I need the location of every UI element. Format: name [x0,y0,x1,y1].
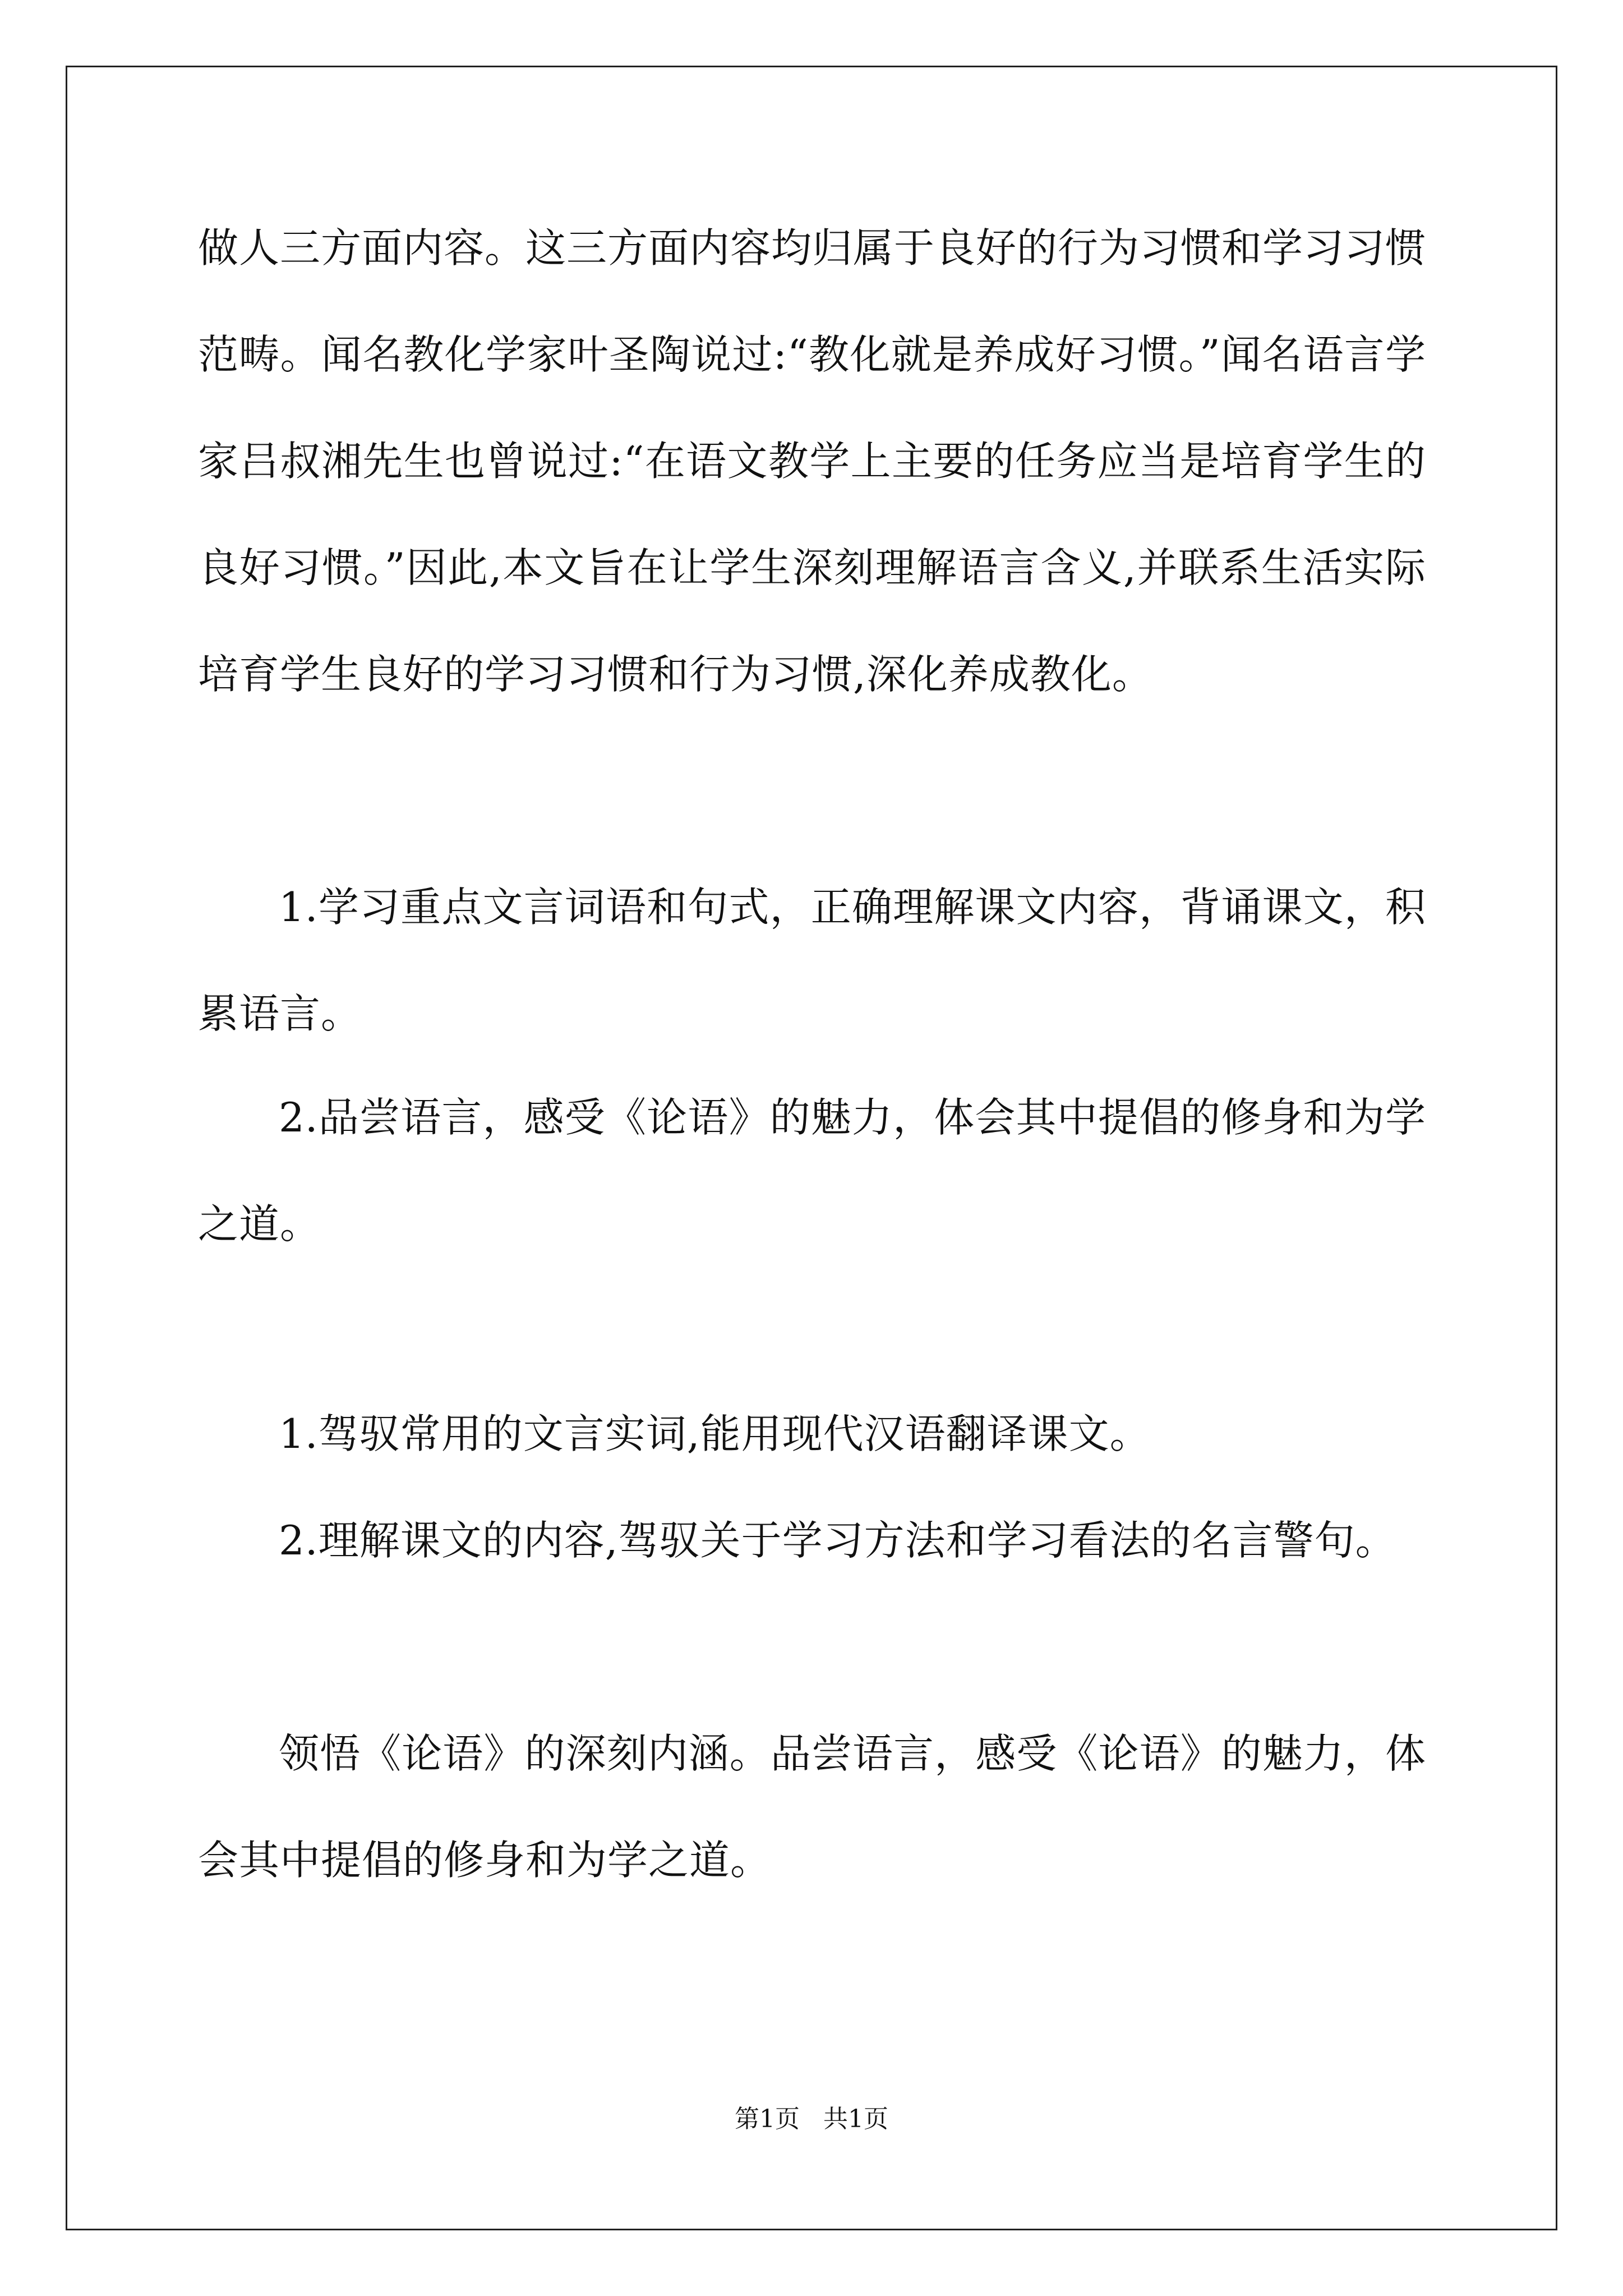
paragraph-key-point-1: 1.驾驭常用的文言实词,能用现代汉语翻译课文。 [279,1410,1151,1457]
paragraph-habits-intro: 做人三方面内容。这三方面内容均归属于良好的行为习惯和学习习惯范畴。闻名教化学家叶圣陶说过:“教化就是养成好习惯。”闻名语言学家吕叔湘先生也曾说过:“在语文教学上主要的任务应当是培育学生的良好习惯。”因此,本文旨在让学生深刻理解语言含义,并联系生活实际培育学生良好的学习习惯和行为习惯,深化养成教化。 [198,224,1427,698]
page-total: 共1页 [823,2105,888,2133]
paragraph-difficulty: 领悟《论语》的深刻内涵。品尝语言，感受《论语》的魅力，体会其中提倡的修身和为学之道。 [198,1730,1426,1884]
paragraph-goal-1: 1.学习重点文言词语和句式，正确理解课文内容，背诵课文，积累语言。 [198,884,1426,1037]
paragraph-goal-2: 2.品尝语言，感受《论语》的魅力，体会其中提倡的修身和为学之道。 [198,1094,1426,1248]
paragraph-key-point-2: 2.理解课文的内容,驾驭关于学习方法和学习看法的名言警句。 [279,1517,1396,1564]
page-number: 第1页 [735,2105,800,2133]
page-footer [0,2102,1623,2136]
